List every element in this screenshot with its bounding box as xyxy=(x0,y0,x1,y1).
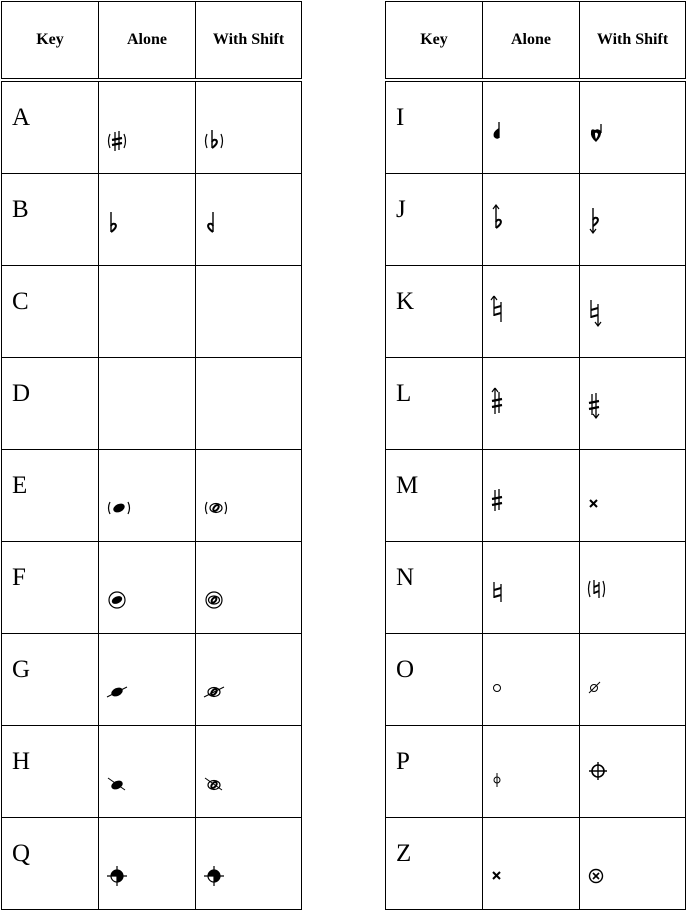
alone-cell xyxy=(99,174,196,266)
natural-with-down-arrow-icon xyxy=(586,296,612,330)
alone-cell xyxy=(483,358,580,450)
crosshair-circle-icon xyxy=(586,756,612,790)
parenthesized-open-notehead-icon xyxy=(202,488,228,522)
sharp-icon xyxy=(489,484,515,518)
backslashed-filled-notehead-icon xyxy=(105,764,131,798)
table-row xyxy=(2,450,302,542)
circled-filled-notehead-icon xyxy=(105,580,131,614)
alone-cell xyxy=(483,450,580,542)
table-row xyxy=(386,634,686,726)
header-alone: Alone xyxy=(99,2,196,81)
key-label: N xyxy=(386,542,483,634)
table-row xyxy=(386,174,686,266)
alone-cell xyxy=(483,542,580,634)
circled-open-notehead-icon xyxy=(202,580,228,614)
table-row xyxy=(386,726,686,818)
key-label: K xyxy=(386,266,483,358)
table-row xyxy=(2,818,302,910)
parenthesized-sharp-icon xyxy=(105,120,131,154)
slashed-open-notehead-icon xyxy=(202,672,228,706)
crossed-half-filled-notehead-icon xyxy=(105,856,131,890)
with-shift-cell xyxy=(196,266,302,358)
key-label: G xyxy=(2,634,99,726)
natural-icon xyxy=(489,576,515,610)
table-row xyxy=(386,542,686,634)
heart-notehead-icon xyxy=(586,116,612,150)
sharp-with-down-arrow-icon xyxy=(586,388,612,422)
key-label: O xyxy=(386,634,483,726)
crossed-half-filled-notehead-icon xyxy=(202,856,228,890)
header-with-shift: With Shift xyxy=(580,2,686,81)
slashed-circle-icon xyxy=(586,670,612,704)
alone-cell xyxy=(483,634,580,726)
alone-cell xyxy=(483,818,580,910)
alone-cell xyxy=(483,726,580,818)
header-key: Key xyxy=(2,2,99,81)
small-circle-icon xyxy=(489,670,515,704)
header-alone: Alone xyxy=(483,2,580,81)
key-label: A xyxy=(2,80,99,174)
with-shift-cell xyxy=(196,542,302,634)
alone-cell xyxy=(99,450,196,542)
table-row xyxy=(386,450,686,542)
key-label: L xyxy=(386,358,483,450)
natural-with-up-arrow-icon xyxy=(489,294,515,328)
with-shift-cell xyxy=(580,450,686,542)
with-shift-cell xyxy=(580,266,686,358)
alone-cell xyxy=(99,266,196,358)
with-shift-cell xyxy=(196,818,302,910)
with-shift-cell xyxy=(580,726,686,818)
key-table-left xyxy=(1,1,302,910)
alone-cell xyxy=(99,726,196,818)
header-with-shift: With Shift xyxy=(196,2,302,81)
key-label: Q xyxy=(2,818,99,910)
alone-cell xyxy=(99,80,196,174)
flat-with-down-arrow-icon xyxy=(586,204,612,238)
with-shift-cell xyxy=(196,80,302,174)
key-label: D xyxy=(2,358,99,450)
key-label: E xyxy=(2,450,99,542)
table-row xyxy=(2,266,302,358)
alone-cell xyxy=(483,174,580,266)
with-shift-cell xyxy=(580,542,686,634)
flat-with-up-arrow-icon xyxy=(489,202,515,236)
key-label: C xyxy=(2,266,99,358)
slashed-filled-notehead-icon xyxy=(105,672,131,706)
parenthesized-natural-icon xyxy=(586,574,612,608)
parenthesized-flat-icon xyxy=(202,120,228,154)
half-flat-icon xyxy=(202,206,228,240)
with-shift-cell xyxy=(580,818,686,910)
filled-notehead-with-stem-icon xyxy=(489,114,515,148)
key-label: H xyxy=(2,726,99,818)
table-row xyxy=(386,818,686,910)
key-label: B xyxy=(2,174,99,266)
table-row xyxy=(2,542,302,634)
with-shift-cell xyxy=(196,174,302,266)
backslashed-open-notehead-icon xyxy=(202,764,228,798)
header-key: Key xyxy=(386,2,483,81)
key-label: I xyxy=(386,80,483,174)
table-row xyxy=(2,358,302,450)
table-row xyxy=(2,174,302,266)
small-circle-with-stem-icon xyxy=(489,762,515,796)
parenthesized-filled-notehead-icon xyxy=(105,488,131,522)
table-row xyxy=(386,80,686,174)
key-label: M xyxy=(386,450,483,542)
with-shift-cell xyxy=(580,634,686,726)
circled-x-icon xyxy=(586,856,612,890)
alone-cell xyxy=(99,818,196,910)
with-shift-cell xyxy=(580,358,686,450)
with-shift-cell xyxy=(196,450,302,542)
with-shift-cell xyxy=(196,726,302,818)
alone-cell xyxy=(483,80,580,174)
with-shift-cell xyxy=(196,634,302,726)
key-label: Z xyxy=(386,818,483,910)
alone-cell xyxy=(99,358,196,450)
x-notehead-icon xyxy=(489,858,515,892)
with-shift-cell xyxy=(196,358,302,450)
table-row xyxy=(2,80,302,174)
sharp-with-up-arrow-icon xyxy=(489,386,515,420)
with-shift-cell xyxy=(580,80,686,174)
table-row xyxy=(2,634,302,726)
table-row xyxy=(2,726,302,818)
flat-icon xyxy=(105,206,131,240)
alone-cell xyxy=(483,266,580,358)
header-row xyxy=(386,2,686,81)
table-row xyxy=(386,358,686,450)
with-shift-cell xyxy=(580,174,686,266)
key-label: P xyxy=(386,726,483,818)
key-label: J xyxy=(386,174,483,266)
double-sharp-icon xyxy=(586,486,612,520)
key-label: F xyxy=(2,542,99,634)
alone-cell xyxy=(99,634,196,726)
table-row xyxy=(386,266,686,358)
key-table-right xyxy=(385,1,686,910)
header-row xyxy=(2,2,302,81)
alone-cell xyxy=(99,542,196,634)
